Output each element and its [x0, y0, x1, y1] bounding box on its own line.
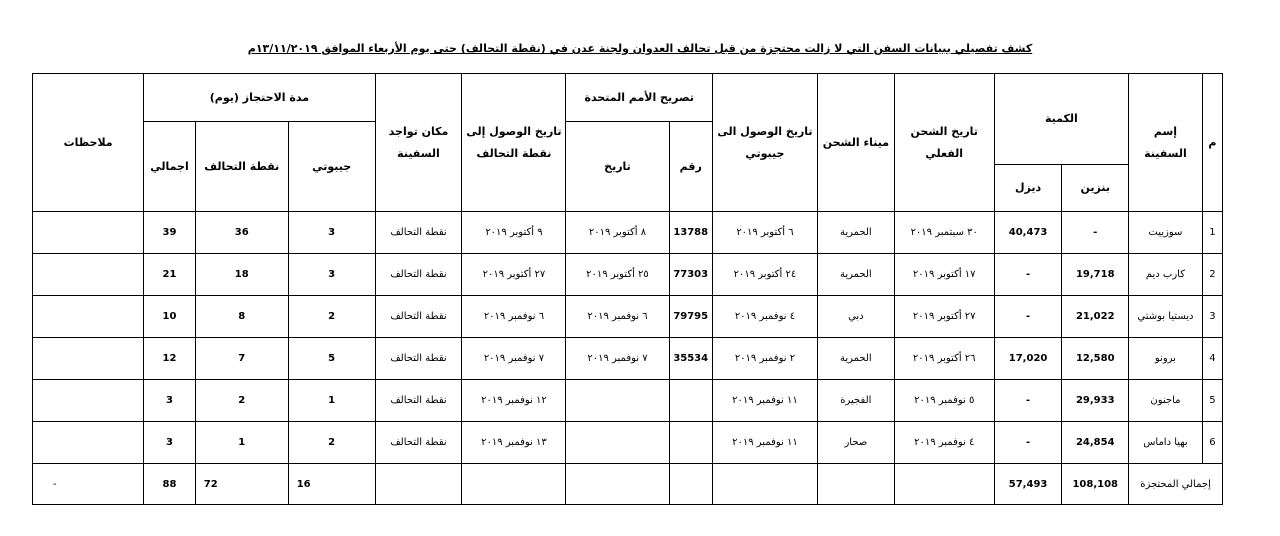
- totals-label: إجمالي المحتجزة: [1129, 464, 1223, 505]
- totals-empty-loading-date: [894, 464, 994, 505]
- row-coalition-arrival: ٦ نوفمبر ٢٠١٩: [462, 296, 566, 338]
- col-header-index: م: [1202, 74, 1222, 212]
- ships-table-body: [33, 212, 1223, 464]
- totals-empty-coalition-arrival: [462, 464, 566, 505]
- row-permit-number: 13788: [669, 212, 712, 254]
- row-djibouti-arrival: ١١ نوفمبر ٢٠١٩: [712, 380, 817, 422]
- row-index: 1: [1202, 212, 1222, 254]
- row-loading-date: ٣٠ سبتمبر ٢٠١٩: [894, 212, 994, 254]
- row-loading-date: ١٧ أكتوبر ٢٠١٩: [894, 254, 994, 296]
- row-notes: [33, 422, 144, 464]
- row-days-djibouti: 3: [288, 212, 375, 254]
- row-petrol: 19,718: [1062, 254, 1129, 296]
- row-days-djibouti: 2: [288, 296, 375, 338]
- row-petrol: 29,933: [1062, 380, 1129, 422]
- col-header-loading-date: تاريخ الشحن الفعلي: [894, 74, 994, 212]
- row-ship-location: نقطة التحالف: [375, 296, 462, 338]
- row-loading-port: الحمرية: [817, 212, 894, 254]
- row-days-djibouti: 2: [288, 422, 375, 464]
- row-notes: [33, 338, 144, 380]
- row-ship-location: نقطة التحالف: [375, 380, 462, 422]
- row-coalition-arrival: ٢٧ أكتوبر ٢٠١٩: [462, 254, 566, 296]
- row-permit-number: 35534: [669, 338, 712, 380]
- col-header-djibouti-arrival: تاريخ الوصول الى جيبوتي: [712, 74, 817, 212]
- row-ship-location: نقطة التحالف: [375, 338, 462, 380]
- row-loading-date: ٢٦ أكتوبر ٢٠١٩: [894, 338, 994, 380]
- col-header-permit-number: رقم: [669, 122, 712, 212]
- totals-empty-permit-date: [566, 464, 669, 505]
- row-permit-number: [669, 422, 712, 464]
- totals-days-total: 88: [144, 464, 196, 505]
- row-days-total: 39: [144, 212, 196, 254]
- page-title: كشف تفصيلي ببيانات السفن التي لا زالت محتجزة من قبل تحالف العدوان ولجنة عدن في (نقطة التحالف) حتى يوم الأربعاء الموافق ١٣/١١/٢٠١٩م: [247, 42, 1033, 55]
- row-notes: [33, 296, 144, 338]
- col-header-coalition-arrival: تاريخ الوصول إلى نقطة التحالف: [462, 74, 566, 212]
- totals-empty-location: [375, 464, 462, 505]
- col-header-ship-name: إسم السفينة: [1129, 74, 1203, 212]
- row-index: 2: [1202, 254, 1222, 296]
- totals-petrol: 108,108: [1062, 464, 1129, 505]
- row-permit-number: 79795: [669, 296, 712, 338]
- row-ship-name: برونو: [1129, 338, 1203, 380]
- row-diesel: -: [994, 380, 1062, 422]
- row-djibouti-arrival: ٢٤ أكتوبر ٢٠١٩: [712, 254, 817, 296]
- totals-days-djibouti: 16: [288, 464, 375, 505]
- row-days-djibouti: 5: [288, 338, 375, 380]
- row-ship-name: كارب ديم: [1129, 254, 1203, 296]
- row-djibouti-arrival: ٤ نوفمبر ٢٠١٩: [712, 296, 817, 338]
- row-ship-location: نقطة التحالف: [375, 254, 462, 296]
- totals-empty-djibouti-arrival: [712, 464, 817, 505]
- table-row: [33, 254, 1223, 296]
- row-ship-location: نقطة التحالف: [375, 212, 462, 254]
- row-days-coalition: 7: [195, 338, 288, 380]
- row-petrol: 21,022: [1062, 296, 1129, 338]
- col-header-petrol: بنزين: [1062, 165, 1129, 212]
- row-index: 4: [1202, 338, 1222, 380]
- row-petrol: 12,580: [1062, 338, 1129, 380]
- row-coalition-arrival: ١٣ نوفمبر ٢٠١٩: [462, 422, 566, 464]
- row-permit-date: ٦ نوفمبر ٢٠١٩: [566, 296, 669, 338]
- header-row-1: [33, 74, 1223, 122]
- row-djibouti-arrival: ٦ أكتوبر ٢٠١٩: [712, 212, 817, 254]
- row-ship-name: سوزييت: [1129, 212, 1203, 254]
- col-header-permit-date: تاريخ: [566, 122, 669, 212]
- row-days-coalition: 18: [195, 254, 288, 296]
- table-row: [33, 422, 1223, 464]
- totals-diesel: 57,493: [994, 464, 1062, 505]
- ships-table: [32, 73, 1223, 505]
- row-days-coalition: 36: [195, 212, 288, 254]
- row-days-coalition: 2: [195, 380, 288, 422]
- col-header-un-permit: تصريح الأمم المتحدة: [566, 74, 712, 122]
- row-ship-name: ماجنون: [1129, 380, 1203, 422]
- row-days-coalition: 1: [195, 422, 288, 464]
- row-index: 5: [1202, 380, 1222, 422]
- row-diesel: -: [994, 296, 1062, 338]
- table-row: [33, 338, 1223, 380]
- col-header-days-coalition: نقطة التحالف: [195, 122, 288, 212]
- totals-days-coalition: 72: [195, 464, 288, 505]
- row-permit-date: [566, 380, 669, 422]
- row-diesel: 40,473: [994, 212, 1062, 254]
- table-row: [33, 212, 1223, 254]
- row-days-coalition: 8: [195, 296, 288, 338]
- row-permit-number: 77303: [669, 254, 712, 296]
- row-notes: [33, 380, 144, 422]
- col-header-detention-period: مدة الاحتجاز (يوم): [144, 74, 375, 122]
- row-diesel: 17,020: [994, 338, 1062, 380]
- row-days-total: 12: [144, 338, 196, 380]
- row-coalition-arrival: ١٢ نوفمبر ٢٠١٩: [462, 380, 566, 422]
- totals-row: [33, 464, 1223, 505]
- row-days-total: 3: [144, 422, 196, 464]
- row-loading-port: صحار: [817, 422, 894, 464]
- col-header-ship-location: مكان تواجد السفينة: [375, 74, 462, 212]
- table-row: [33, 380, 1223, 422]
- totals-notes: -: [33, 464, 144, 505]
- row-days-djibouti: 1: [288, 380, 375, 422]
- row-petrol: -: [1062, 212, 1129, 254]
- col-header-notes: ملاحظات: [33, 74, 144, 212]
- row-loading-port: الفجيرة: [817, 380, 894, 422]
- row-loading-port: الحمرية: [817, 338, 894, 380]
- row-permit-number: [669, 380, 712, 422]
- row-petrol: 24,854: [1062, 422, 1129, 464]
- row-days-total: 3: [144, 380, 196, 422]
- row-days-total: 21: [144, 254, 196, 296]
- row-coalition-arrival: ٧ نوفمبر ٢٠١٩: [462, 338, 566, 380]
- col-header-loading-port: ميناء الشحن: [817, 74, 894, 212]
- row-djibouti-arrival: ١١ نوفمبر ٢٠١٩: [712, 422, 817, 464]
- row-permit-date: ٨ أكتوبر ٢٠١٩: [566, 212, 669, 254]
- col-header-diesel: ديزل: [994, 165, 1062, 212]
- row-index: 3: [1202, 296, 1222, 338]
- row-loading-date: ٤ نوفمبر ٢٠١٩: [894, 422, 994, 464]
- row-diesel: -: [994, 422, 1062, 464]
- row-days-total: 10: [144, 296, 196, 338]
- row-ship-name: بهيا داماس: [1129, 422, 1203, 464]
- row-notes: [33, 254, 144, 296]
- row-coalition-arrival: ٩ أكتوبر ٢٠١٩: [462, 212, 566, 254]
- table-row: [33, 296, 1223, 338]
- col-header-quantity: الكمية: [994, 74, 1128, 165]
- row-permit-date: ٢٥ أكتوبر ٢٠١٩: [566, 254, 669, 296]
- row-days-djibouti: 3: [288, 254, 375, 296]
- row-loading-date: ٢٧ أكتوبر ٢٠١٩: [894, 296, 994, 338]
- col-header-days-djibouti: جيبوتي: [288, 122, 375, 212]
- row-djibouti-arrival: ٢ نوفمبر ٢٠١٩: [712, 338, 817, 380]
- row-permit-date: ٧ نوفمبر ٢٠١٩: [566, 338, 669, 380]
- row-ship-location: نقطة التحالف: [375, 422, 462, 464]
- row-loading-port: الحمرية: [817, 254, 894, 296]
- row-loading-port: دبي: [817, 296, 894, 338]
- row-ship-name: ديستيا بوشتي: [1129, 296, 1203, 338]
- col-header-days-total: اجمالي: [144, 122, 196, 212]
- row-permit-date: [566, 422, 669, 464]
- row-notes: [33, 212, 144, 254]
- totals-empty-permit-number: [669, 464, 712, 505]
- row-index: 6: [1202, 422, 1222, 464]
- totals-empty-port: [817, 464, 894, 505]
- row-diesel: -: [994, 254, 1062, 296]
- row-loading-date: ٥ نوفمبر ٢٠١٩: [894, 380, 994, 422]
